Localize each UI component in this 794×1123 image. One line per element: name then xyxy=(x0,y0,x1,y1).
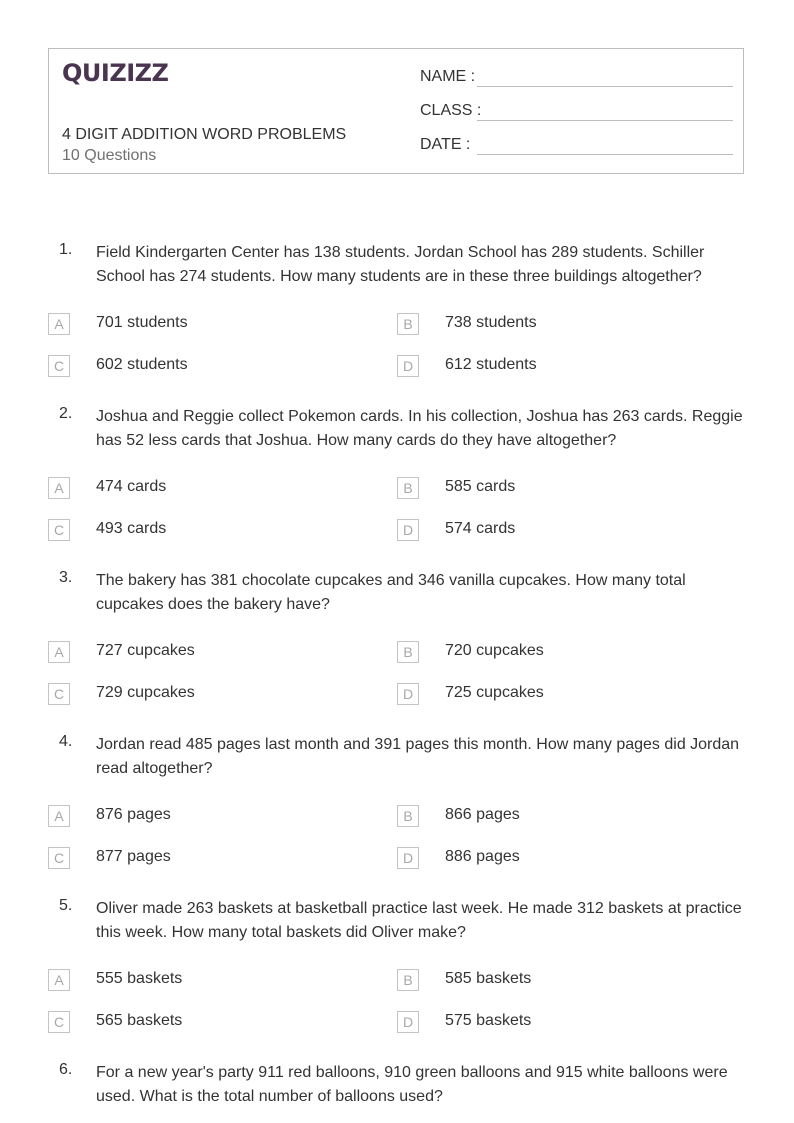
option-letter-box[interactable]: B xyxy=(397,969,419,991)
class-label: CLASS : xyxy=(420,102,482,119)
option-letter-box[interactable]: C xyxy=(48,519,70,541)
option-text: 886 pages xyxy=(445,848,520,865)
option-text: 738 students xyxy=(445,314,537,331)
option-letter-box[interactable]: A xyxy=(48,313,70,335)
name-line[interactable] xyxy=(477,86,733,87)
date-field[interactable] xyxy=(420,136,470,154)
option-text: 555 baskets xyxy=(96,970,183,987)
option-text: 585 baskets xyxy=(445,970,532,987)
option-text: 876 pages xyxy=(96,806,171,823)
date-line[interactable] xyxy=(477,154,733,155)
option-text: 575 baskets xyxy=(445,1012,532,1029)
option-text: 866 pages xyxy=(445,806,520,823)
option-letter-box[interactable]: C xyxy=(48,683,70,705)
option-letter-box[interactable]: D xyxy=(397,847,419,869)
option-letter-box[interactable]: C xyxy=(48,847,70,869)
option-text: 612 students xyxy=(445,356,537,373)
option-text: 701 students xyxy=(96,314,188,331)
option-text: 727 cupcakes xyxy=(96,642,195,659)
option-letter-box[interactable]: A xyxy=(48,805,70,827)
option-text: 474 cards xyxy=(96,478,167,495)
option-letter-box[interactable]: C xyxy=(48,355,70,377)
option-letter-box[interactable]: D xyxy=(397,1011,419,1033)
question-number: 3. xyxy=(59,569,73,586)
class-line[interactable] xyxy=(477,120,733,121)
question-number: 6. xyxy=(59,1061,73,1078)
date-label: DATE : xyxy=(420,136,471,153)
question-text: Jordan read 485 pages last month and 391 pages this month. How many pages did Jordan read altogether? xyxy=(96,736,740,777)
option-text: 720 cupcakes xyxy=(445,642,544,659)
option-text: 602 students xyxy=(96,356,188,373)
option-letter-box[interactable]: B xyxy=(397,641,419,663)
option-letter-box[interactable]: A xyxy=(48,969,70,991)
option-letter-box[interactable]: B xyxy=(397,805,419,827)
option-text: 725 cupcakes xyxy=(445,684,544,701)
option-letter-box[interactable]: D xyxy=(397,355,419,377)
option-text: 565 baskets xyxy=(96,1012,183,1029)
question-number: 2. xyxy=(59,405,73,422)
option-text: 493 cards xyxy=(96,520,167,537)
option-letter-box[interactable]: A xyxy=(48,641,70,663)
name-field[interactable] xyxy=(420,68,475,86)
question-text: Joshua and Reggie collect Pokemon cards. In his collection, Joshua has 263 cards. Reggie has 52 less cards that Joshua. How many cards do they have altogether? xyxy=(96,408,743,449)
option-text: 574 cards xyxy=(445,520,516,537)
question-number: 1. xyxy=(59,241,73,258)
question-text: Oliver made 263 baskets at basketball practice last week. He made 312 baskets at practice this week. How many total baskets did Oliver make? xyxy=(96,900,742,941)
option-letter-box[interactable]: D xyxy=(397,519,419,541)
name-label: NAME : xyxy=(420,68,476,85)
option-letter-box[interactable]: C xyxy=(48,1011,70,1033)
question-number: 4. xyxy=(59,733,73,750)
question-text: The bakery has 381 chocolate cupcakes and 346 vanilla cupcakes. How many total cupcakes does the bakery have? xyxy=(96,572,686,613)
question-text: Field Kindergarten Center has 138 students. Jordan School has 289 students. Schiller School has 274 students. How many students are in these three buildings altogether? xyxy=(96,244,705,285)
worksheet-header xyxy=(48,48,744,174)
option-letter-box[interactable]: D xyxy=(397,683,419,705)
option-text: 877 pages xyxy=(96,848,171,865)
option-letter-box[interactable]: B xyxy=(397,313,419,335)
question-count: 10 Questions xyxy=(62,147,157,164)
question-text: For a new year's party 911 red balloons, 910 green balloons and 915 white balloons were used. What is the total number of balloons used? xyxy=(96,1064,728,1105)
option-letter-box[interactable]: B xyxy=(397,477,419,499)
option-text: 729 cupcakes xyxy=(96,684,195,701)
question-number: 5. xyxy=(59,897,73,914)
quizizz-logo: QUIZIZZ xyxy=(62,59,169,87)
option-letter-box[interactable]: A xyxy=(48,477,70,499)
class-field[interactable] xyxy=(420,102,481,120)
option-text: 585 cards xyxy=(445,478,516,495)
worksheet-title: 4 DIGIT ADDITION WORD PROBLEMS xyxy=(62,126,347,143)
